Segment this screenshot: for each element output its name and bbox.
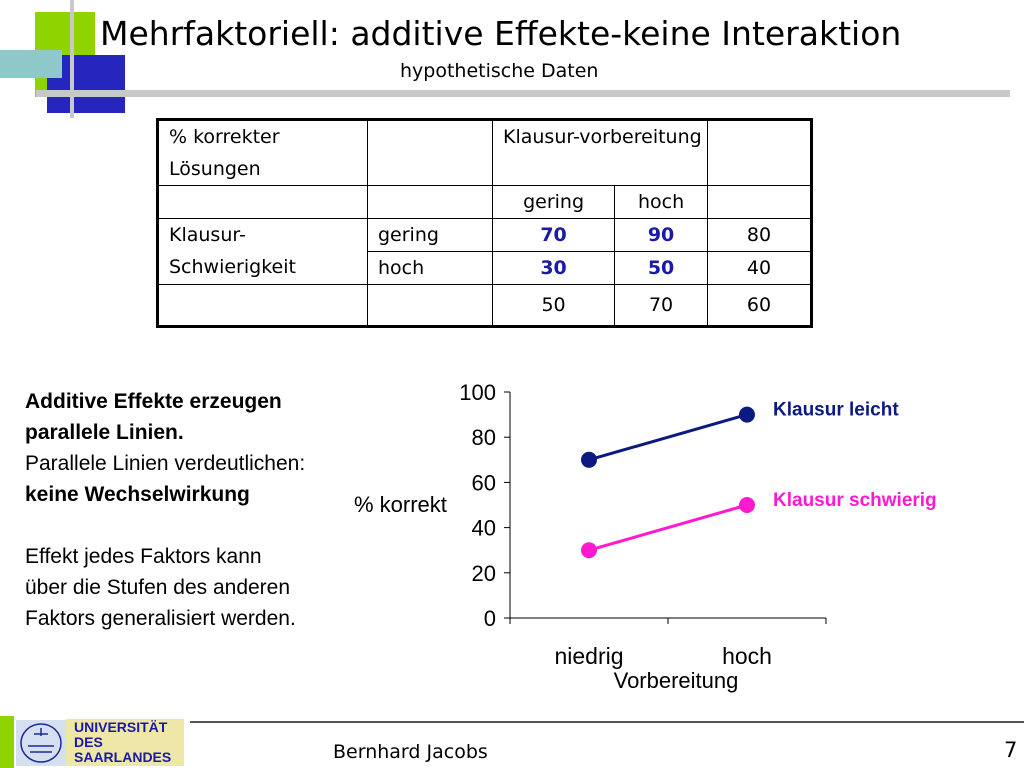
- table-cell: 50: [615, 252, 708, 285]
- data-point: [739, 497, 755, 513]
- table-row: [158, 285, 812, 327]
- table-cell: 40: [708, 252, 812, 285]
- deco-horizontal-bar: [36, 90, 1010, 97]
- legend-entry: Klausur leicht: [773, 399, 899, 421]
- y-tick-label: 0: [483, 606, 496, 631]
- note-line: Parallele Linien verdeutlichen:: [25, 452, 306, 475]
- y-tick-label: 40: [471, 515, 496, 541]
- table-cell: [368, 186, 493, 219]
- slide-title: Mehrfaktoriell: additive Effekte-keine Interaktion: [100, 14, 902, 53]
- table-cell: 50: [493, 285, 615, 327]
- deco-teal-block: [0, 50, 62, 78]
- table-cell: 70: [493, 219, 615, 252]
- deco-vertical-bar: [70, 0, 74, 118]
- x-tick-label: niedrig: [554, 643, 624, 669]
- y-axis-title: % korrekt: [354, 492, 447, 517]
- slide-subtitle: hypothetische Daten: [400, 60, 599, 82]
- x-tick-label: hoch: [722, 643, 772, 669]
- x-axis-title: Vorbereitung: [613, 668, 739, 693]
- note-line: Faktors generalisiert werden.: [25, 607, 296, 630]
- table-cell: hoch: [615, 186, 708, 219]
- table-row: [158, 120, 812, 186]
- table-cell: 80: [708, 219, 812, 252]
- note-line: Additive Effekte erzeugen: [25, 390, 282, 413]
- y-tick-label: 60: [471, 470, 496, 496]
- note-line: parallele Linien.: [25, 421, 184, 444]
- table-cell: 60: [708, 285, 812, 327]
- table-cell: 70: [615, 285, 708, 327]
- footer-divider: [190, 721, 1024, 723]
- logo-text: DES: [74, 734, 103, 750]
- table-cell: gering: [368, 219, 493, 252]
- table-cell: 30: [493, 252, 615, 285]
- table-cell: [158, 285, 368, 327]
- footer-author: Bernhard Jacobs: [333, 741, 488, 763]
- table-row: [158, 219, 812, 252]
- logo-text: SAARLANDES: [74, 749, 172, 765]
- table-cell: 90: [615, 219, 708, 252]
- table-cell: gering: [493, 186, 615, 219]
- note-line: keine Wechselwirkung: [25, 483, 250, 506]
- note-line: über die Stufen des anderen: [25, 576, 291, 599]
- table-cell: [158, 186, 368, 219]
- legend-entry: Klausur schwierig: [773, 490, 937, 511]
- university-logo: [0, 716, 186, 768]
- data-point: [581, 452, 597, 468]
- y-tick-label: 80: [471, 425, 496, 451]
- table-cell: [708, 186, 812, 219]
- table-cell: Klausur-vorbereitung: [493, 120, 708, 186]
- explanation-text: [25, 386, 405, 634]
- data-point: [739, 407, 755, 423]
- table-row: [158, 186, 812, 219]
- data-table: [156, 118, 813, 328]
- line-chart: [354, 350, 1002, 696]
- table-cell: Klausur-Schwierigkeit: [158, 219, 368, 285]
- page-number: 7: [1004, 738, 1018, 762]
- table-cell: [708, 120, 812, 186]
- note-line: Effekt jedes Faktors kann: [25, 545, 262, 568]
- y-tick-label: 20: [471, 560, 496, 586]
- table-cell: [368, 120, 493, 186]
- table-cell: [368, 285, 493, 327]
- data-point: [581, 542, 597, 558]
- logo-text: UNIVERSITÄT: [74, 719, 168, 735]
- y-tick-label: 100: [459, 380, 496, 405]
- table-cell: hoch: [368, 252, 493, 285]
- table-cell: % korrekter Lösungen: [158, 120, 368, 186]
